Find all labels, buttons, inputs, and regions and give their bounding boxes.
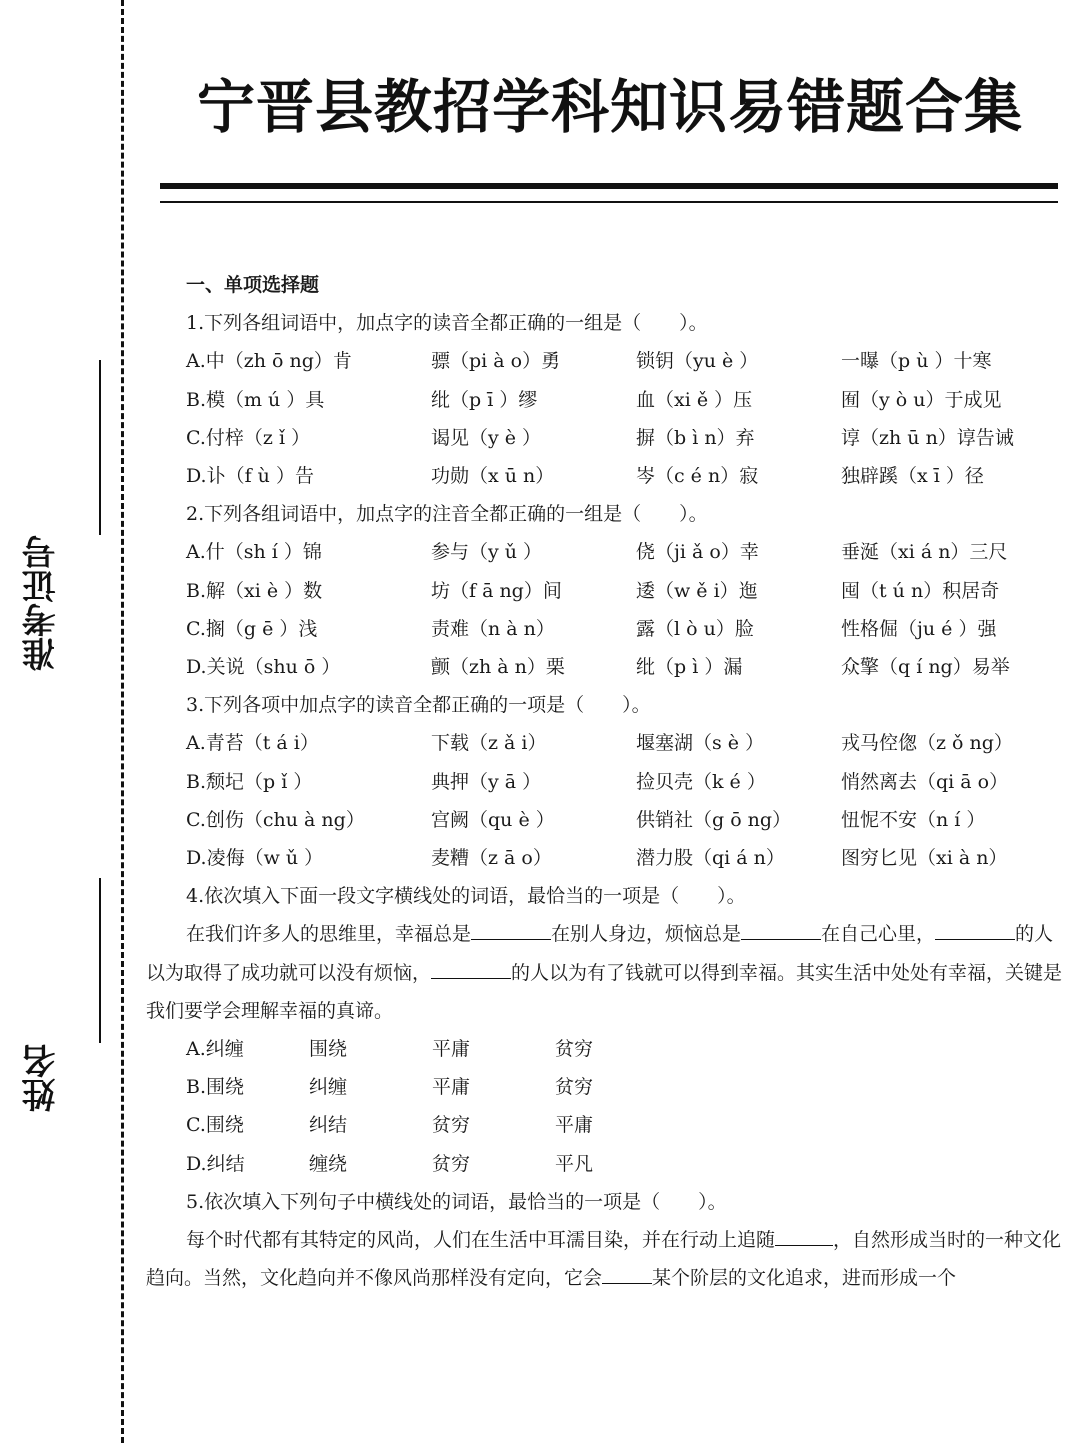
question-4-option-c: C.围绕 纠结 贫穷 平庸 [186,1114,594,1137]
question-2-stem: 2.下列各组词语中，加点字的注音全都正确的一组是（ ）。 [186,503,708,526]
name-label: 姓名 [22,1044,62,1112]
question-3-option-a: A.青苔（t á i） 下载（z ǎ i） 堰塞湖（s è ） 戎马倥偬（z ǒ ng） [186,732,1013,755]
question-1-option-a: A.中（zh ō ng）肯 骠（pi à o）勇 锁钥（yu è ） 一曝（p ù ）十寒 [186,350,992,373]
question-5-stem: 5.依次填入下列句子中横线处的词语，最恰当的一项是（ ）。 [186,1190,727,1213]
question-3-option-b: B.颓圮（p ǐ ） 典押（y ā ） 捡贝壳（k é ） 悄然离去（qi ā o） [186,770,1009,793]
exam-id-label: 准考证号 [22,535,62,671]
fill-blank [775,1225,833,1246]
question-2-option-b: B.解（xi è ）数 坊（f ā ng）间 逶（w ě i）迤 囤（t ú n）积居奇 [186,579,1000,602]
question-2-option-d: D.关说（shu ō ） 颤（zh à n）栗 纰（p ì ）漏 众擎（q í ng）易举 [186,656,1010,679]
question-3-stem: 3.下列各项中加点字的读音全都正确的一项是（ ）。 [186,694,651,717]
name-underline [99,878,101,1043]
question-content [146,266,1064,1297]
question-4-stem: 4.依次填入下面一段文字横线处的词语，最恰当的一项是（ ）。 [186,885,746,908]
question-1-option-d: D.讣（f ù ）告 功勋（x ū n） 岑（c é n）寂 独辟蹊（x ī ）径 [186,465,984,488]
title-rule-thin [160,201,1058,203]
fill-blank [471,919,551,940]
question-4-option-d: D.纠结 缠绕 贫穷 平凡 [186,1152,594,1175]
question-3-option-c: C.创伤（chu à ng） 宫阙（qu è ） 供销社（g ō ng） 忸怩不安（n í ） [186,808,986,831]
question-4-option-a: A.纠缠 围绕 平庸 贫穷 [186,1038,594,1061]
section-title: 一、单项选择题 [186,274,320,296]
question-2-option-c: C.搁（g ē ）浅 责难（n à n） 露（l ò u）脸 性格倔（ju é ）强 [186,617,997,640]
question-4-option-b: B.围绕 纠缠 平庸 贫穷 [186,1076,594,1099]
title-rule-thick [160,183,1058,189]
fill-blank [602,1263,652,1284]
fill-blank [741,919,821,940]
fill-blank [431,958,511,979]
page-title: 宁晋县教招学科知识易错题合集 [196,73,1023,141]
question-1-option-c: C.付梓（z ǐ ） 谒见（y è ） 摒（b ì n）弃 谆（zh ū n）谆告诫 [186,426,1014,449]
question-4-passage: 在我们许多人的思维里，幸福总是 在别人身边，烦恼总是 在自己心里， 的人以为取得了成功就可以没有烦恼， 的人以为有了钱就可以得到幸福。其实生活中处处有幸福，关键是我们要学会理解幸福的真谛。 [146,915,1064,1030]
question-1-option-b: B.模（m ú ）具 纰（p ī ）缪 血（xi ě ）压 囿（y ò u）于成见 [186,388,1002,411]
exam-id-underline [99,360,101,535]
question-5-passage: 每个时代都有其特定的风尚，人们在生活中耳濡目染，并在行动上追随 ，自然形成当时的一种文化趋向。当然，文化趋向并不像风尚那样没有定向，它会 某个阶层的文化追求，进而形成一个 [146,1221,1064,1297]
fill-blank [935,919,1015,940]
question-2-option-a: A.什（sh í ）锦 参与（y ǔ ） 侥（ji ǎ o）幸 垂涎（xi á n）三尺 [186,541,1008,564]
question-3-option-d: D.凌侮（w ǔ ） 麦糟（z ā o） 潜力股（qi á n） 图穷匕见（xi à n） [186,847,1008,870]
question-1-stem: 1.下列各组词语中，加点字的读音全都正确的一组是（ ）。 [186,312,708,335]
cut-line [121,0,124,1443]
